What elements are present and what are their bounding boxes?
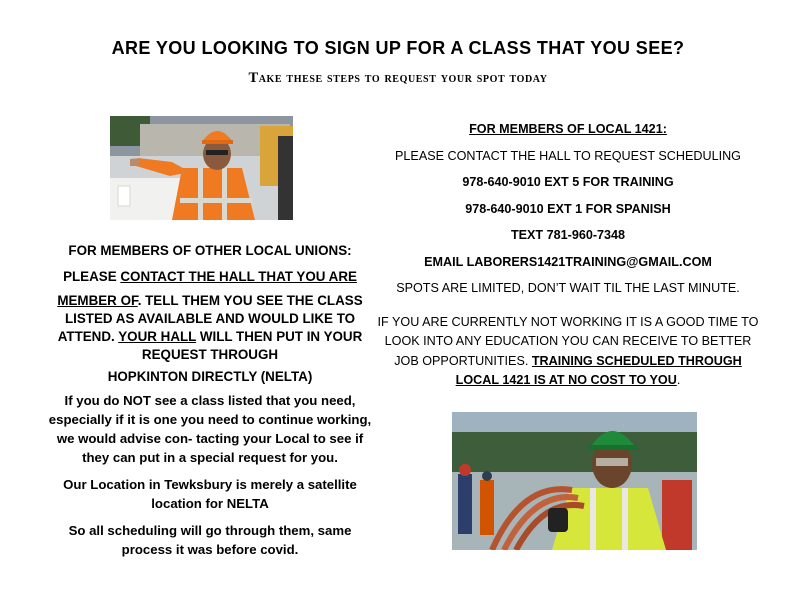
page-subtitle: Take these steps to request your spot today [248, 70, 548, 86]
phone-training: 978-640-9010 EXT 5 FOR TRAINING [462, 175, 674, 189]
local-1421-heading: FOR MEMBERS OF LOCAL 1421: [469, 122, 667, 136]
worker-pointing-photo [110, 116, 293, 220]
text-number: TEXT 781-960-7348 [510, 228, 626, 242]
other-locals-intro: FOR MEMBERS OF OTHER LOCAL UNIONS: PLEASE CONTACT THE HALL THAT YOU ARE [63, 243, 357, 284]
email-address: EMAIL LABORERS1421TRAINING@GMAIL.COM [424, 254, 712, 269]
no-cost-underlined: TRAINING SCHEDULED THROUGH LOCAL 1421 IS AT NO COST TO YOU [455, 353, 742, 387]
page-title: ARE YOU LOOKING TO SIGN UP FOR A CLASS THAT YOU SEE? [111, 38, 685, 58]
scheduling-note: So all scheduling will go through them, same process it was before covid. [68, 523, 352, 558]
hopkinton-line: HOPKINTON DIRECTLY (NELTA) [107, 369, 313, 384]
spots-limited-note: SPOTS ARE LIMITED, DON’T WAIT TIL THE LAST MINUTE. [396, 281, 740, 295]
your-hall-underlined: YOUR HALL [118, 329, 197, 344]
no-class-advice: If you do NOT see a class listed that you need, especially if it is one you need to continue working, we would advise con- tacting your Local to see if they can put in a special request for you. [48, 393, 372, 466]
contact-hall-line: PLEASE CONTACT THE HALL TO REQUEST SCHEDULING [395, 148, 741, 163]
other-locals-instructions: MEMBER OF. TELL THEM YOU SEE THE CLASS LISTED AS AVAILABLE AND WOULD LIKE TO ATTEND. YOUR HALL WILL THEN PUT IN YOUR REQUEST THROUGH [57, 293, 363, 362]
tewksbury-location-note: Our Location in Tewksbury is merely a satellite location for NELTA [63, 477, 357, 512]
local-1421-section [375, 121, 761, 391]
other-locals-section [44, 238, 376, 559]
contact-hall-underlined: CONTACT THE HALL THAT YOU ARE [120, 269, 357, 284]
other-locals-heading: FOR MEMBERS OF OTHER LOCAL UNIONS: [68, 243, 352, 258]
not-working-note: IF YOU ARE CURRENTLY NOT WORKING IT IS A GOOD TIME TO LOOK INTO ANY EDUCATION YOU CAN RECEIVE TO BETTER JOB OPPORTUNITIES. TRAINING SCHEDULED THROUGH LOCAL 1421 IS AT NO COST TO YOU. [377, 314, 759, 387]
worker-hardhat-photo [452, 412, 697, 550]
phone-spanish: 978-640-9010 EXT 1 FOR SPANISH [465, 201, 671, 216]
